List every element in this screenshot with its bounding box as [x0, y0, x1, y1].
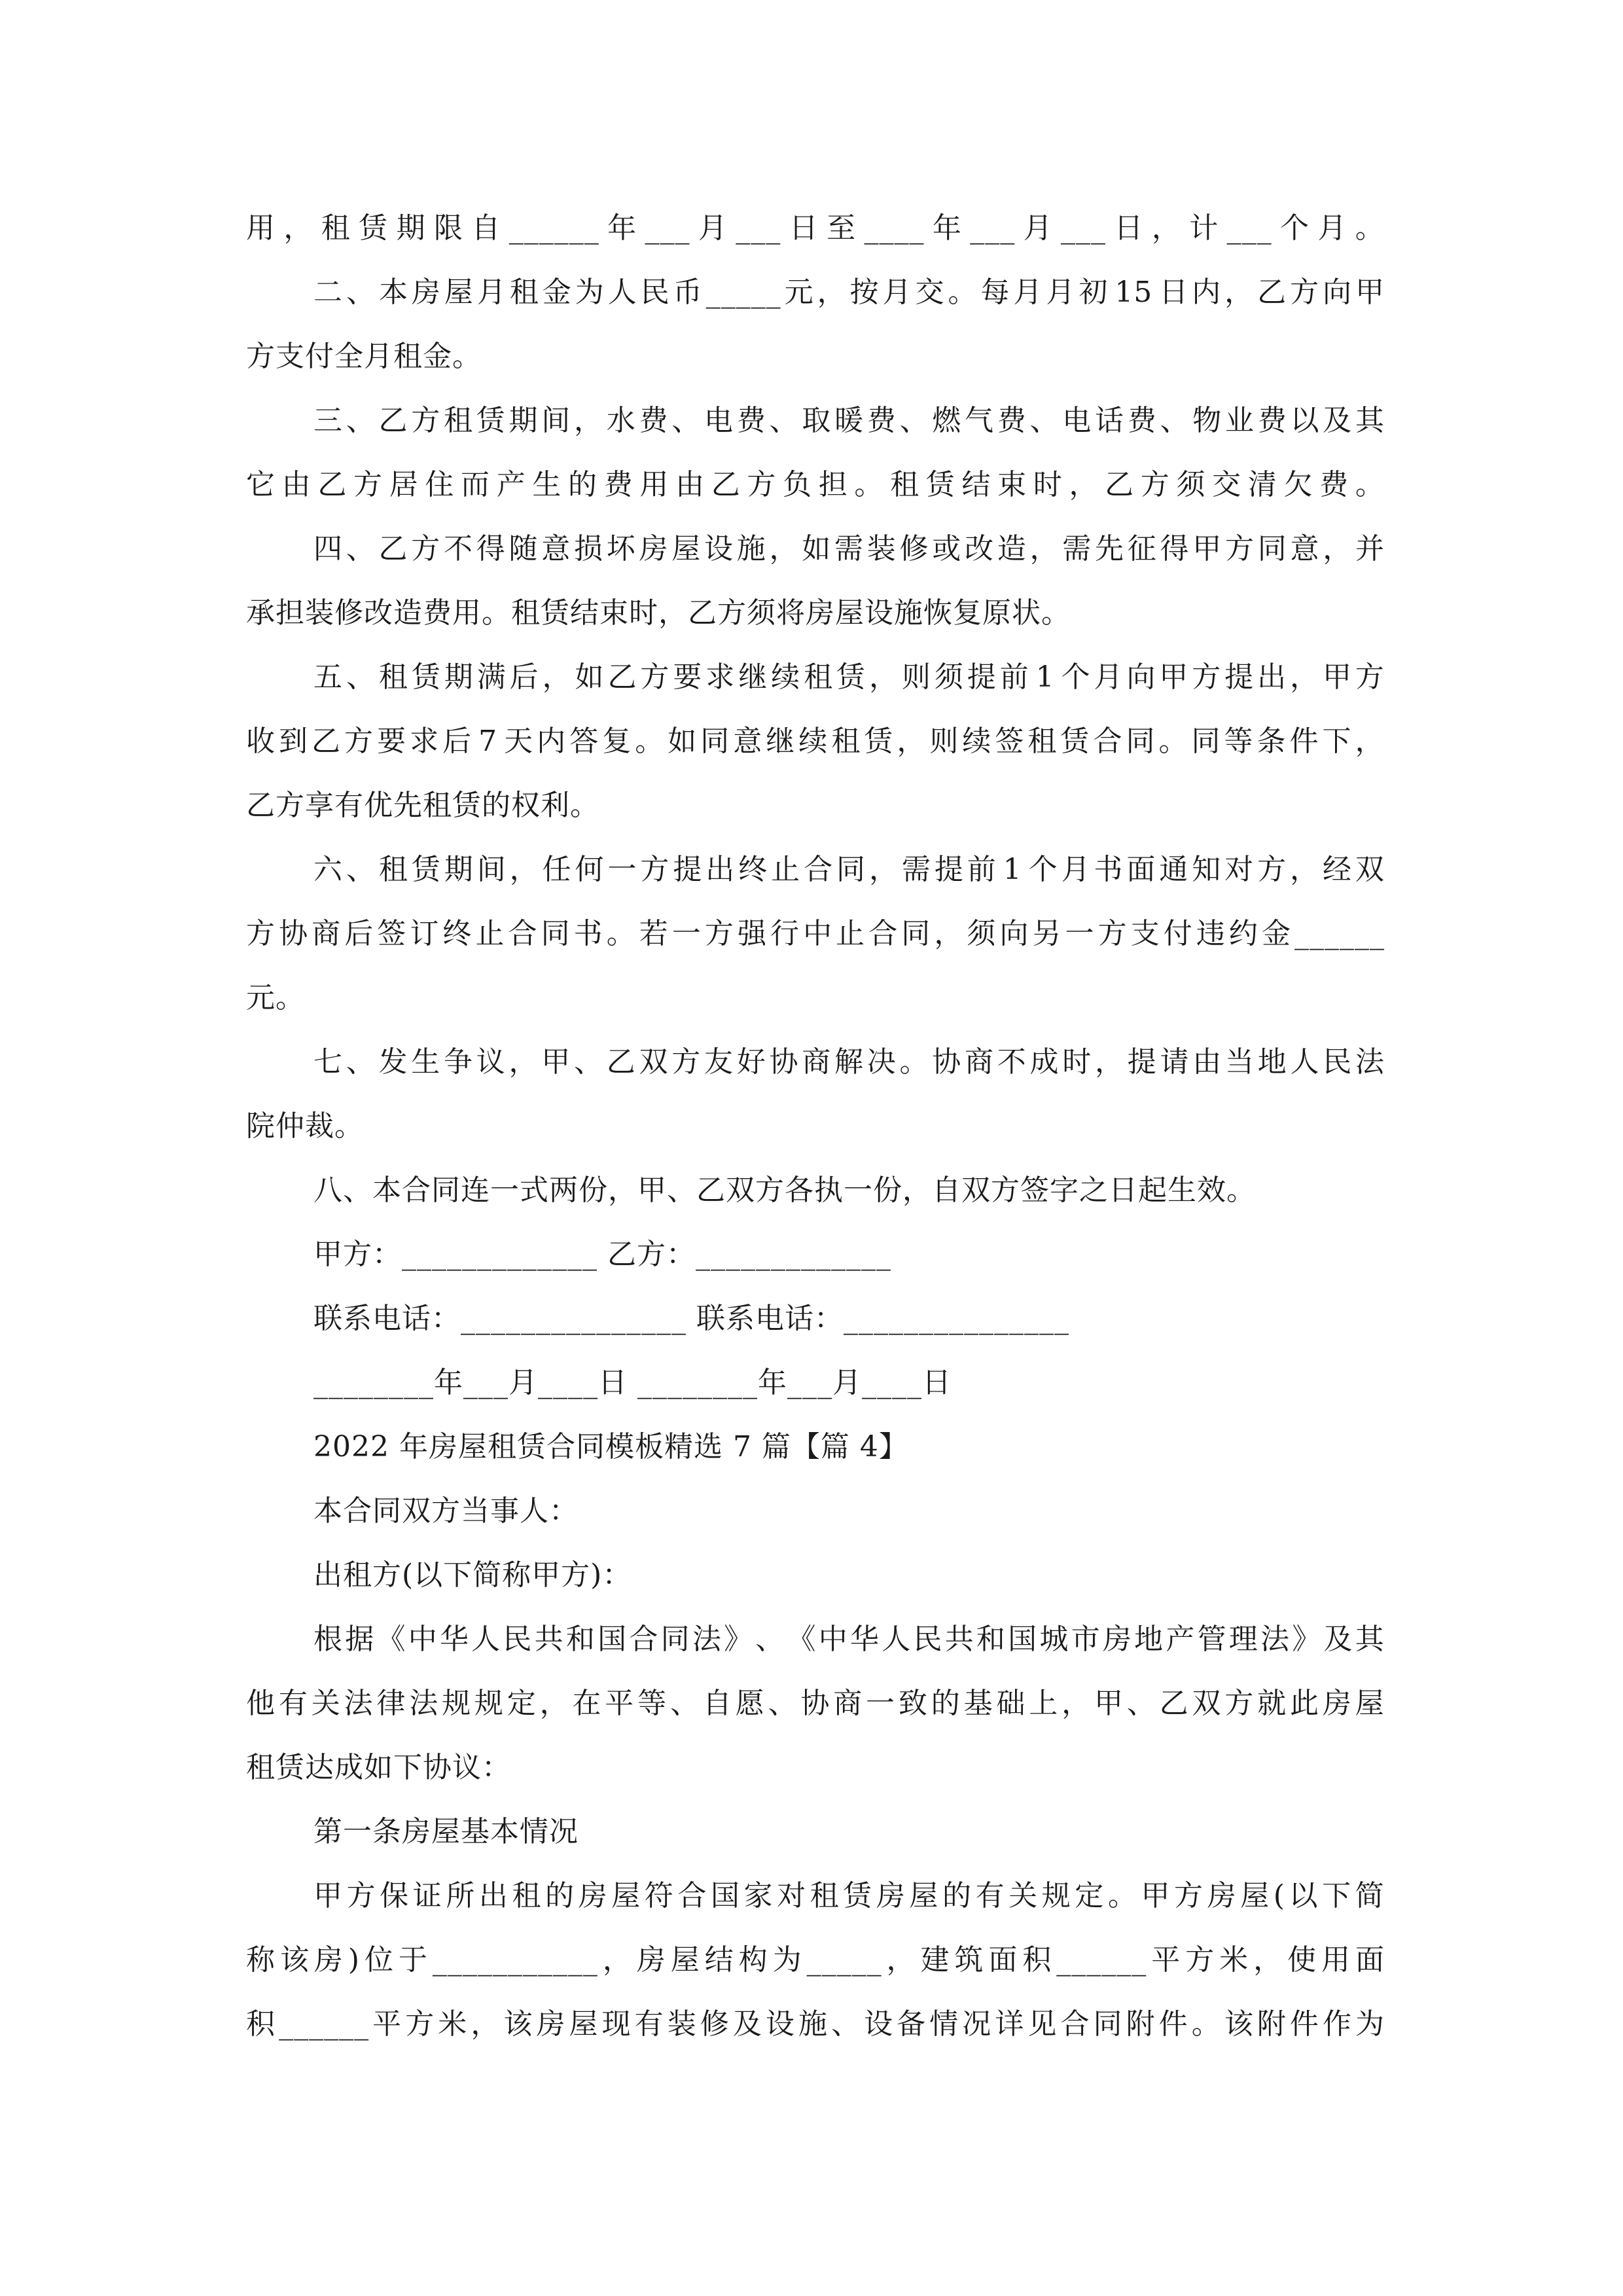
contract-clause-6: 六 、 租 赁 期 间 ， 任 何 一 方 提 出 终 止 合 同 ， 需 提 前 1 个 月 书 面 通 知 对 方 ， 经 双	[313, 853, 1385, 886]
contract-line: 承担装修改造费用。租赁结束时，乙方须将房屋设施恢复原状。	[246, 596, 1071, 630]
section-heading: 2022 年房屋租赁合同模板精选 7 篇【篇 4】	[313, 1430, 908, 1463]
signature-parties: 甲方：_____________ 乙方：_____________	[313, 1238, 891, 1271]
contract-line: 院仲裁。	[246, 1109, 364, 1143]
contract-clause-2: 二 、 本 房 屋 月 租 金 为 人 民 币 _____ 元 ， 按 月 交 。 每 月 月 初 15 日 内 ， 乙 方 向 甲	[313, 276, 1385, 309]
document-page	[246, 196, 1385, 2056]
contract-line: 用 ， 租 赁 期 限 自 ______ 年 ___ 月 ___ 日 至 ____ 年 ___ 月 ___ 日 ， 计 ___ 个 月 。	[246, 211, 1385, 245]
contract-line: 元。	[246, 981, 305, 1014]
signature-dates: ________年___月____日 ________年___月____日	[313, 1366, 952, 1399]
contract-clause-4: 四 、 乙 方 不 得 随 意 损 坏 房 屋 设 施 ， 如 需 装 修 或 改 造 ， 需 先 征 得 甲 方 同 意 ， 并	[313, 532, 1385, 565]
contract-line: 本合同双方当事人：	[313, 1494, 579, 1528]
contract-line: 方 协 商 后 签 订 终 止 合 同 书 。 若 一 方 强 行 中 止 合 同 ， 须 向 另 一 方 支 付 违 约 金 ______	[246, 917, 1385, 950]
signature-phones: 联系电话：_______________ 联系电话：_______________	[313, 1302, 1069, 1335]
contract-line: 收 到 乙 方 要 求 后 7 天 内 答 复 。 如 同 意 继 续 租 赁 ， 则 续 签 租 赁 合 同 。 同 等 条 件 下 ，	[246, 725, 1385, 758]
contract-line: 租赁达成如下协议：	[246, 1751, 511, 1784]
contract-line: 方支付全月租金。	[246, 340, 482, 373]
contract-line: 乙方享有优先租赁的权利。	[246, 789, 599, 822]
contract-clause-3: 三 、 乙 方 租 赁 期 间 ， 水 费 、 电 费 、 取 暖 费 、 燃 气 费 、 电 话 费 、 物 业 费 以 及 其	[313, 404, 1385, 437]
contract-clause-8: 八、本合同连一式两份，甲、乙双方各执一份，自双方签字之日起生效。	[313, 1174, 1256, 1207]
contract-line: 出租方(以下简称甲方)：	[313, 1558, 632, 1592]
contract-line: 他 有 关 法 律 法 规 规 定 ， 在 平 等 、 自 愿 、 协 商 一 致 的 基 础 上 ， 甲 、 乙 双 方 就 此 房 屋	[246, 1687, 1385, 1720]
contract-line: 称 该 房 ) 位 于 ___________ ， 房 屋 结 构 为 _____ ， 建 筑 面 积 ______ 平 方 米 ， 使 用 面	[246, 1943, 1385, 1977]
contract-paragraph: 根 据 《 中 华 人 民 共 和 国 合 同 法 》 、 《 中 华 人 民 共 和 国 城 市 房 地 产 管 理 法 》 及 其	[313, 1623, 1385, 1656]
article-heading: 第一条房屋基本情况	[313, 1815, 579, 1848]
contract-paragraph: 甲 方 保 证 所 出 租 的 房 屋 符 合 国 家 对 租 赁 房 屋 的 有 关 规 定 。 甲 方 房 屋 ( 以 下 简	[313, 1879, 1385, 1912]
contract-line: 它 由 乙 方 居 住 而 产 生 的 费 用 由 乙 方 负 担 。 租 赁 结 束 时 ， 乙 方 须 交 清 欠 费 。	[246, 468, 1385, 501]
contract-line: 积 ______ 平 方 米 ， 该 房 屋 现 有 装 修 及 设 施 、 设 备 情 况 详 见 合 同 附 件 。 该 附 件 作 为	[246, 2007, 1385, 2041]
contract-clause-7: 七 、 发 生 争 议 ， 甲 、 乙 双 方 友 好 协 商 解 决 。 协 商 不 成 时 ， 提 请 由 当 地 人 民 法	[313, 1045, 1385, 1079]
contract-clause-5: 五 、 租 赁 期 满 后 ， 如 乙 方 要 求 继 续 租 赁 ， 则 须 提 前 1 个 月 向 甲 方 提 出 ， 甲 方	[313, 660, 1385, 694]
